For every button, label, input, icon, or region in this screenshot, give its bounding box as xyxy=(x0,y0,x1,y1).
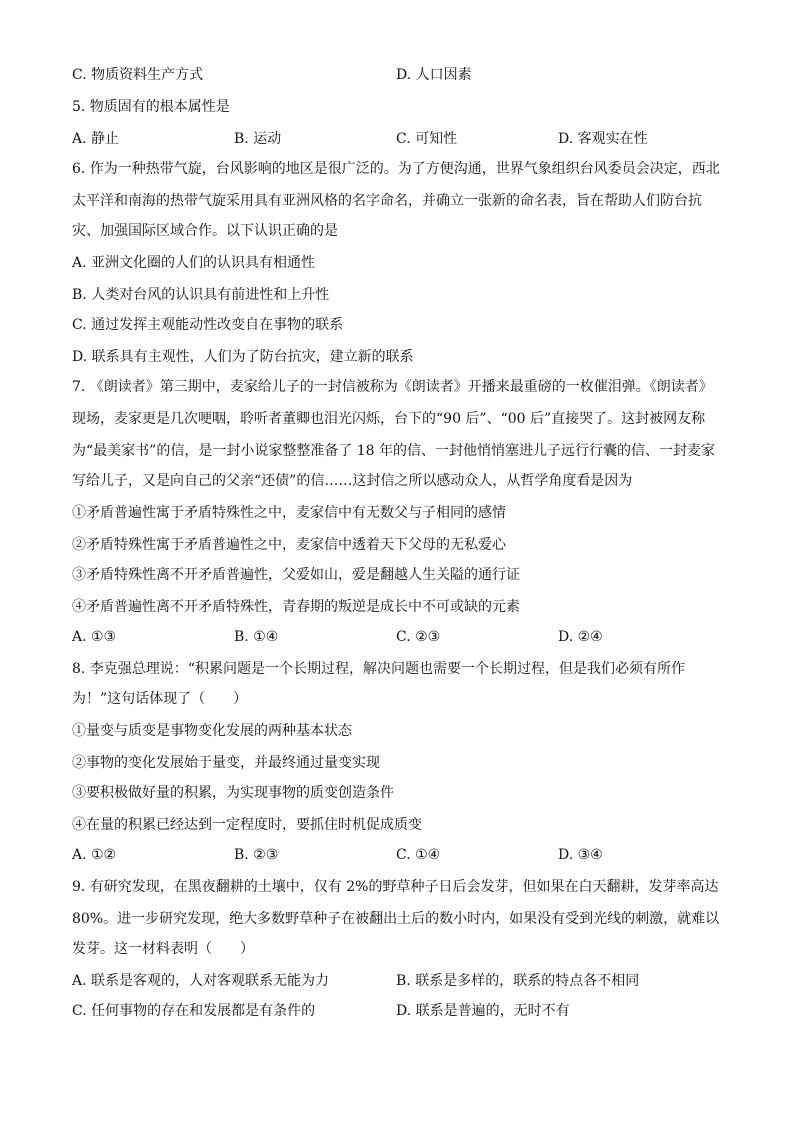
q6-option-d[interactable]: D. 联系具有主观性，人们为了防台抗灾，建立新的联系 xyxy=(72,349,414,365)
q8-stem-line-2: 为！”这句话体现了（ ） xyxy=(72,691,248,707)
q5-option-c[interactable]: C. 可知性 xyxy=(396,131,458,147)
q7-option-d[interactable]: D. ②④ xyxy=(558,629,603,645)
q8-statement-4: ④在量的积累已经达到一定程度时，要抓住时机促成质变 xyxy=(72,817,422,833)
q6-option-b[interactable]: B. 人类对台风的认识具有前进性和上升性 xyxy=(72,287,330,303)
q4-option-c[interactable]: C. 物质资料生产方式 xyxy=(72,67,204,83)
q9-option-b[interactable]: B. 联系是多样的，联系的特点各不相同 xyxy=(396,973,640,989)
q7-statement-2: ②矛盾特殊性寓于矛盾普遍性之中，麦家信中透着天下父母的无私爱心 xyxy=(72,537,506,553)
q5-stem: 5. 物质固有的根本属性是 xyxy=(72,99,230,115)
q8-option-b[interactable]: B. ②③ xyxy=(234,847,279,863)
q9-option-a[interactable]: A. 联系是客观的，人对客观联系无能为力 xyxy=(72,973,330,989)
q7-statement-3: ③矛盾特殊性离不开矛盾普遍性，父爱如山，爱是翻越人生关隘的通行证 xyxy=(72,567,520,583)
q7-statement-4: ④矛盾普遍性离不开矛盾特殊性，青春期的叛逆是成长中不可或缺的元素 xyxy=(72,599,520,615)
q8-statement-1: ①量变与质变是事物变化发展的两种基本状态 xyxy=(72,723,352,739)
q6-stem-line-3: 灾、加强国际区域合作。以下认识正确的是 xyxy=(72,223,338,239)
q9-stem-line-3: 发芽。这一材料表明（ ） xyxy=(72,941,254,957)
q6-stem-line-2: 太平洋和南海的热带气旋采用具有亚洲风格的名字命名，并确立一张新的命名表，旨在帮助人们防台抗 xyxy=(72,193,702,209)
q7-option-b[interactable]: B. ①④ xyxy=(234,629,279,645)
q8-statement-2: ②事物的变化发展始于量变，并最终通过量变实现 xyxy=(72,755,380,771)
q7-statement-1: ①矛盾普遍性寓于矛盾特殊性之中，麦家信中有无数父与子相同的感情 xyxy=(72,505,506,521)
q7-stem-line-4: 写给儿子，又是向自己的父亲“还债”的信……这封信之所以感动众人，从哲学角度看是因为 xyxy=(72,473,633,489)
q9-stem-line-1: 9. 有研究发现，在黑夜翻耕的土壤中，仅有 2%的野草种子日后会发芽，但如果在白天翻耕，发芽率高达 xyxy=(72,879,719,895)
q8-option-a[interactable]: A. ①② xyxy=(72,847,117,863)
q7-stem-line-1: 7. 《朗读者》第三期中，麦家给儿子的一封信被称为《朗读者》开播来最重磅的一枚催泪弹。《朗读者》 xyxy=(72,379,713,395)
q5-option-d[interactable]: D. 客观实在性 xyxy=(558,131,648,147)
q9-option-d[interactable]: D. 联系是普遍的，无时不有 xyxy=(396,1003,570,1019)
q6-option-c[interactable]: C. 通过发挥主观能动性改变自在事物的联系 xyxy=(72,317,344,333)
q7-option-a[interactable]: A. ①③ xyxy=(72,629,117,645)
q7-stem-line-2: 现场，麦家更是几次哽咽，聆听者董卿也泪光闪烁，台下的“90 后”、“00 后”直接哭了。这封被网友称 xyxy=(72,411,706,427)
q8-stem-line-1: 8. 李克强总理说：“积累问题是一个长期过程，解决问题也需要一个长期过程，但是我们必须有所作 xyxy=(72,661,685,677)
q4-option-d[interactable]: D. 人口因素 xyxy=(396,67,472,83)
q8-statement-3: ③要积极做好量的积累，为实现事物的质变创造条件 xyxy=(72,785,394,801)
q5-option-b[interactable]: B. 运动 xyxy=(234,131,282,147)
q7-stem-line-3: 为“最美家书”的信，是一封小说家整整准备了 18 年的信、一封他悄悄塞进儿子远行行囊的信、一封麦家 xyxy=(72,443,716,459)
q9-option-c[interactable]: C. 任何事物的存在和发展都是有条件的 xyxy=(72,1003,316,1019)
q8-option-c[interactable]: C. ①④ xyxy=(396,847,441,863)
q7-option-c[interactable]: C. ②③ xyxy=(396,629,441,645)
q6-option-a[interactable]: A. 亚洲文化圈的人们的认识具有相通性 xyxy=(72,255,316,271)
q5-option-a[interactable]: A. 静止 xyxy=(72,131,120,147)
q8-option-d[interactable]: D. ③④ xyxy=(558,847,603,863)
q6-stem-line-1: 6. 作为一种热带气旋，台风影响的地区是很广泛的。为了方便沟通，世界气象组织台风委员会决定，西北 xyxy=(72,161,720,177)
q9-stem-line-2: 80%。进一步研究发现，绝大多数野草种子在被翻出土后的数小时内，如果没有受到光线的刺激，就难以 xyxy=(72,911,720,927)
